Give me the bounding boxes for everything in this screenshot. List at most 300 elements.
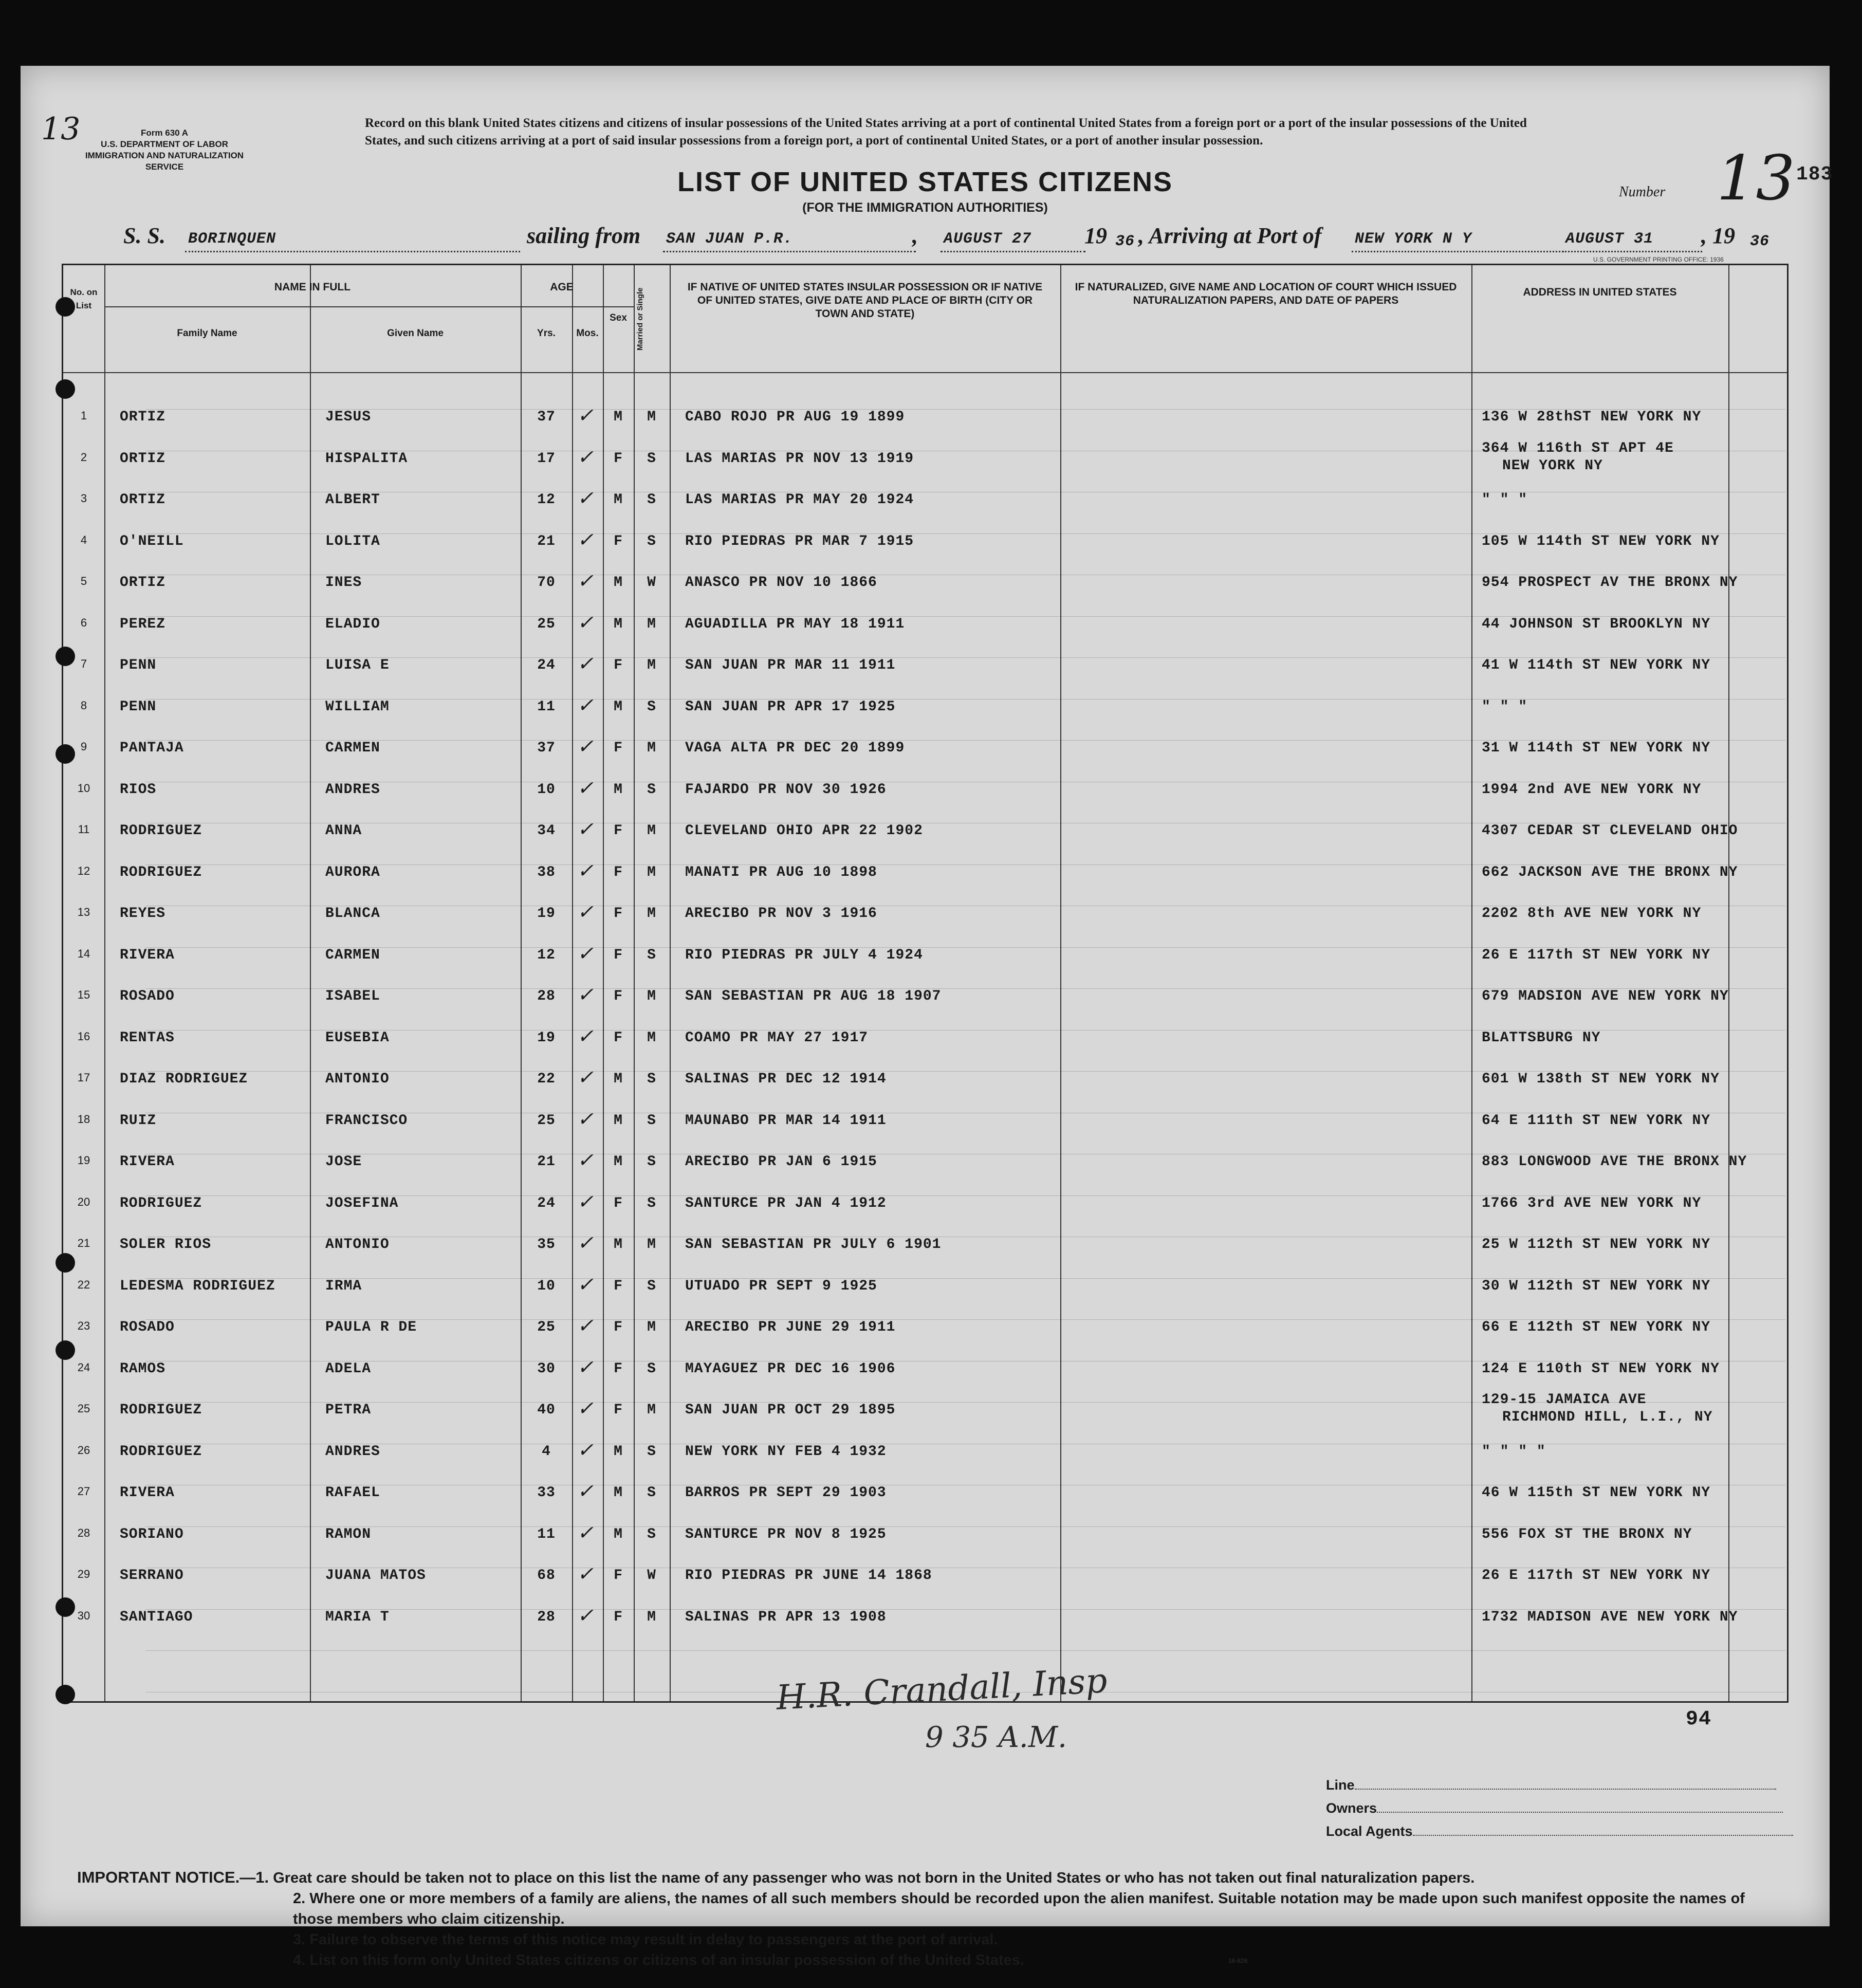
cell-sex: F [614, 1195, 623, 1211]
cell-given: ISABEL [325, 988, 380, 1004]
cell-sex: F [614, 906, 623, 922]
cell-address: 136 W 28thST NEW YORK NY [1482, 409, 1702, 425]
header-sex: Sex [610, 312, 627, 323]
cell-given: FRANCISCO [325, 1112, 408, 1129]
header-family-name: Family Name [177, 328, 237, 339]
cell-given: CARMEN [325, 740, 380, 756]
age-check-mark: ✓ [577, 900, 594, 923]
cell-yrs: 10 [537, 781, 556, 798]
manifest-sheet: 13 Form 630 A U.S. DEPARTMENT OF LABOR IMMIGRATION AND NATURALIZATION SERVICE Record on this blank United States citizens and citizens of insular possessions of the United States arriving at a port of continental United States from a foreign port or a port of the insular possessions of the United States, and such citizens arriving at a port of said insular possessions from a foreign port, a port of continental United States, or a port of another insular possession. Number 13 183 LIST OF UNITED STATES CITIZENS (FOR THE IMMIGRATION AUTHORITIES) S. S. BORINQUEN sailing from SAN JUAN P.R. , AUGUST 27 19 36 , Arriving at Port of NEW YORK N Y AUGUST 31 , 19 36 U.S. GOVERNMENT PRINTING OFFICE: 1936 No. on List NAME IN FULL Family Name Given Name AGE Yrs. Mos. Sex Married or Single IF NATIVE OF UNITED STATES INSULAR POSSESSION OR IF NATIVE OF UNITED STATES, GIVE DATE AND PLACE OF BIRTH (CITY OR TOWN AND STATE) IF NATURALIZED, GIVE NAME AND LOCATION OF COURT WHICH ISSUED NATURALIZATION PAPERS, AND DATE OF PAPERS ADDRESS IN UNITED STATES 1 ORTIZ JESUS 37 M M CABO ROJO PR AUG 19 1899 136 W 28thST NEW YORK NY ✓ 2 ORTIZ HISPALITA 17 F S LAS MARIAS PR NOV 13 1919 364 W 116th ST APT 4E ✓ NEW YORK NY 3 ORTIZ ALBERT 12 M S LAS MARIAS PR MAY 20 1924 " " " ✓ 4 O'NEILL LOLITA 21 F S RIO PIEDRAS PR MAR 7 1915 105 W 114th ST NEW YORK NY ✓ 5 ORTIZ INES 70 M W ANASCO PR NOV 10 1866 954 PROSPECT AV THE BRONX NY ✓ 6 PEREZ ELADIO 25 M M AGUADILLA PR MAY 18 1911 44 JOHNSON ST BROOKLYN NY ✓ 7 PENN LUISA E 24 F M SAN JUAN PR MAR 11 1911 41 W 114th ST NEW YORK NY ✓ 8 PENN WILLIAM 11 M S SAN JUAN PR APR 17 1925 " " " ✓ 9 PANTAJA CARMEN 37 F M VAGA ALTA PR DEC 20 1899 31 W 114th ST NEW YORK NY ✓ 10 RIOS ANDRES 10 M S FAJARDO PR NOV 30 1926 1994 2nd AVE NEW YORK NY ✓ 11 RODRIGUEZ ANNA 34 F M CLEVELAND OHIO APR 22 1902 4307 CEDAR ST CLEVELAND OHIO ✓ 12 RODRIGUEZ AURORA 38 F M MANATI PR AUG 10 1898 662 JACKSON AVE THE BRONX NY ✓ 13 REYES BLANCA 19 F M ARECIBO PR NOV 3 1916 2202 8th AVE NEW YORK NY ✓ 14 RIVERA CARMEN 12 F S RIO PIEDRAS PR JULY 4 1924 26 E 117th ST NEW YORK NY ✓ 15 ROSADO ISABEL 28 F M SAN SEBASTIAN PR AUG 18 1907 679 MADSION AVE NEW YORK NY ✓ 16 RENTAS EUSEBIA 19 F M COAMO PR MAY 27 1917 BLATTSBURG NY ✓ 17 DIAZ RODRIGUEZ ANTONIO 22 M S SALINAS PR DEC 12 1914 601 W 138th ST NEW YORK NY ✓ 18 RUIZ FRANCISCO 25 M S MAUNABO PR MAR 14 1911 64 E 111th ST NEW YORK NY ✓ 19 RIVERA JOSE 21 M S ARECIBO PR JAN 6 1915 883 LONGWOOD AVE THE BRONX NY ✓ 20 RODRIGUEZ JOSEFINA 24 F S SANTURCE PR JAN 4 1912 1766 3rd AVE NEW YORK NY ✓ 21 SOLER RIOS ANTONIO 35 M M SAN SEBASTIAN PR JULY 6 1901 25 W 112th ST NEW YORK NY ✓ 22 LEDESMA RODRIGUEZ IRMA 10 F S UTUADO PR SEPT 9 1925 30 W 112th ST NEW YORK NY ✓ 23 ROSADO PAULA R DE 25 F M ARECIBO PR JUNE 29 1911 66 E 112th ST NEW YORK NY ✓ 24 RAMOS ADELA 30 F S MAYAGUEZ PR DEC 16 1906 124 E 110th ST NEW YORK NY ✓ 25 RODRIGUEZ PETRA 40 F M SAN JUAN PR OCT 29 1895 129-15 JAMAICA AVE ✓ RICHMOND HILL, L.I., NY 26 RODRIGUEZ ANDRES 4 M S NEW YORK NY FEB 4 1932 " " " " ✓ 27 RIVERA RAFAEL 33 M S BARROS PR SEPT 29 1903 46 W 115th ST NEW YORK NY ✓ 28 SORIANO RAMON 11 M S SANTURCE PR NOV 8 1925 556 FOX ST THE BRONX NY ✓ 29 SERRANO JUANA MATOS 68 F W RIO PIEDRAS PR JUNE 14 1868 26 E 117th ST NEW YORK NY ✓ 30 SANTIAGO MARIA T 28 F M SALINAS PR APR 13 1908 1732 MADISON AVE NEW YORK NY ✓ H.R. Crandall, Insp 9 35 A.M. 94 Line Owners Local Agents IMPORTANT NOTICE.—1. Great care should be taken not to place on this list the name of any passenger who was not born in the United States or who has not taken out final naturalization papers. 2. Where one or more members of a family are aliens, the names of all such members should be recorded upon the alien manifest. Suitable notation may be made upon such manifest opposite the names of those members who claim citizenship. 3. Failure to observe the terms of this notice may result in delay to passengers at the port of arrival. 4. List on this form only United States citizens or citizens of an insular possession of the United States. 16-826 [21, 66, 1830, 1926]
cell-ms: S [647, 1278, 656, 1294]
cell-given: ANNA [325, 823, 362, 839]
table-row [63, 1392, 1790, 1433]
cell-sex: F [614, 1278, 623, 1294]
cell-no: 7 [80, 657, 87, 670]
cell-yrs: 4 [542, 1443, 551, 1460]
cell-birth: FAJARDO PR NOV 30 1926 [685, 781, 887, 798]
cell-family: RIVERA [120, 1154, 175, 1170]
cell-birth: BARROS PR SEPT 29 1903 [685, 1485, 887, 1501]
cell-family: RAMOS [120, 1360, 166, 1377]
cell-address: 66 E 112th ST NEW YORK NY [1482, 1319, 1711, 1335]
cell-no: 15 [77, 988, 90, 1001]
table-row [63, 937, 1790, 978]
cell-address: 124 E 110th ST NEW YORK NY [1482, 1360, 1720, 1377]
cell-family: RODRIGUEZ [120, 1402, 202, 1418]
cell-birth: ARECIBO PR NOV 3 1916 [685, 906, 877, 922]
cell-sex: M [614, 1112, 623, 1129]
binder-hole [56, 647, 75, 666]
cell-yrs: 37 [537, 409, 556, 425]
cell-family: O'NEILL [120, 533, 184, 549]
cell-address: " " " [1482, 492, 1528, 508]
cell-birth: NEW YORK NY FEB 4 1932 [685, 1443, 887, 1460]
cell-given: ADELA [325, 1360, 372, 1377]
ss-label: S. S. [123, 223, 165, 248]
cell-birth: SALINAS PR DEC 12 1914 [685, 1071, 887, 1087]
cell-given: BLANCA [325, 906, 380, 922]
cell-ms: S [647, 1154, 656, 1170]
cell-birth: SAN SEBASTIAN PR AUG 18 1907 [685, 988, 942, 1004]
cell-address: 46 W 115th ST NEW YORK NY [1482, 1485, 1711, 1501]
cell-ms: S [647, 1485, 656, 1501]
cell-ms: W [647, 1568, 656, 1584]
table-row [63, 440, 1790, 482]
cell-sex: M [614, 1071, 623, 1087]
cell-yrs: 10 [537, 1278, 556, 1294]
cell-no: 18 [77, 1112, 90, 1126]
table-row [63, 978, 1790, 1019]
cell-address: 31 W 114th ST NEW YORK NY [1482, 740, 1711, 756]
age-check-mark: ✓ [577, 1066, 594, 1089]
cell-sex: M [614, 1154, 623, 1170]
cell-birth: ARECIBO PR JUNE 29 1911 [685, 1319, 896, 1335]
age-check-mark: ✓ [577, 445, 594, 468]
table-row [63, 813, 1790, 854]
cell-birth: SALINAS PR APR 13 1908 [685, 1609, 887, 1625]
cell-given: RAFAEL [325, 1485, 380, 1501]
cell-given: JUANA MATOS [325, 1568, 426, 1584]
local-agents-label: Local Agents [1326, 1824, 1793, 1839]
binder-hole [56, 379, 75, 399]
departure-date: AUGUST 27 [941, 230, 1085, 252]
cell-birth: MAYAGUEZ PR DEC 16 1906 [685, 1360, 896, 1377]
cell-no: 8 [80, 698, 87, 712]
cell-yrs: 22 [537, 1071, 556, 1087]
cell-yrs: 68 [537, 1568, 556, 1584]
cell-address: 954 PROSPECT AV THE BRONX NY [1482, 575, 1738, 591]
cell-sex: F [614, 1568, 623, 1584]
header-address: ADDRESS IN UNITED STATES [1523, 286, 1677, 298]
cell-yrs: 11 [537, 1526, 556, 1542]
table-row [63, 895, 1790, 936]
age-check-mark: ✓ [577, 776, 594, 799]
cell-no: 19 [77, 1154, 90, 1167]
form-instructions: Record on this blank United States citizens and citizens of insular possessions of the United States arriving at a port of continental United States from a foreign port or a port of the insular possessions of the United States, and such citizens arriving at a port of said insular possessions from a foreign port, a port of continental United States, or a port of another insular possession. [365, 116, 1527, 148]
cell-given: LUISA E [325, 657, 390, 673]
cell-ms: S [647, 698, 656, 715]
cell-address-line2: NEW YORK NY [1502, 457, 1603, 474]
cell-ms: M [647, 1237, 656, 1253]
cell-ms: W [647, 575, 656, 591]
table-row [63, 1185, 1790, 1226]
cell-address: 679 MADSION AVE NEW YORK NY [1482, 988, 1729, 1004]
binder-hole [56, 1340, 75, 1360]
cell-sex: M [614, 1443, 623, 1460]
page-subtitle: (FOR THE IMMIGRATION AUTHORITIES) [802, 200, 1048, 215]
cell-yrs: 11 [537, 698, 556, 715]
cell-address: 26 E 117th ST NEW YORK NY [1482, 1568, 1711, 1584]
age-check-mark: ✓ [577, 1438, 594, 1461]
binder-hole [56, 1597, 75, 1617]
table-row [63, 1475, 1790, 1516]
cell-family: RIOS [120, 781, 157, 798]
cell-no: 28 [77, 1526, 90, 1539]
arrival-port: NEW YORK N Y [1352, 230, 1563, 252]
notice-lead: IMPORTANT NOTICE.—1. [77, 1868, 269, 1886]
cell-yrs: 28 [537, 988, 556, 1004]
cell-address: 44 JOHNSON ST BROOKLYN NY [1482, 616, 1711, 632]
header-no: No. on List [70, 287, 98, 310]
cell-yrs: 24 [537, 1195, 556, 1211]
cell-address: 1994 2nd AVE NEW YORK NY [1482, 781, 1702, 798]
cell-family: ORTIZ [120, 409, 166, 425]
cell-address: 883 LONGWOOD AVE THE BRONX NY [1482, 1154, 1747, 1170]
cell-yrs: 12 [537, 492, 556, 508]
cell-sex: F [614, 450, 623, 467]
cell-family: ROSADO [120, 988, 175, 1004]
cell-family: RIVERA [120, 1485, 175, 1501]
cell-yrs: 17 [537, 450, 556, 467]
cell-yrs: 24 [537, 657, 556, 673]
cell-given: CARMEN [325, 947, 380, 963]
notice-item-2: 2. Where one or more members of a family are aliens, the names of all such members should be recorded upon the alien manifest. Suitable notation may be made upon such manifest opposite the names of those members who claim citizenship. [293, 1890, 1745, 1927]
cell-sex: M [614, 698, 623, 715]
cell-yrs: 12 [537, 947, 556, 963]
arrival-year: 36 [1750, 233, 1770, 250]
cell-family: SANTIAGO [120, 1609, 193, 1625]
cell-address: 662 JACKSON AVE THE BRONX NY [1482, 864, 1738, 880]
age-check-mark: ✓ [577, 652, 594, 675]
table-row [63, 1144, 1790, 1185]
cell-sex: F [614, 533, 623, 549]
cell-family: LEDESMA RODRIGUEZ [120, 1278, 275, 1294]
header-birth: IF NATIVE OF UNITED STATES INSULAR POSSESSION OR IF NATIVE OF UNITED STATES, GIVE DATE AND PLACE OF BIRTH (CITY OR TOWN AND STATE) [687, 281, 1043, 320]
cell-ms: S [647, 947, 656, 963]
cell-sex: F [614, 1029, 623, 1046]
cell-family: SERRANO [120, 1568, 184, 1584]
pencil-page-mark: 13 [41, 111, 81, 147]
cell-given: ELADIO [325, 616, 380, 632]
cell-address: " " " [1482, 698, 1528, 715]
cell-ms: M [647, 657, 656, 673]
cell-family: ORTIZ [120, 575, 166, 591]
arriving-label: , Arriving at Port of [1138, 223, 1322, 248]
cell-address: 41 W 114th ST NEW YORK NY [1482, 657, 1711, 673]
cell-family: ORTIZ [120, 450, 166, 467]
cell-yrs: 21 [537, 533, 556, 549]
cell-sex: F [614, 864, 623, 880]
table-row [63, 606, 1790, 647]
age-check-mark: ✓ [577, 611, 594, 634]
cell-address: 601 W 138th ST NEW YORK NY [1482, 1071, 1720, 1087]
cell-family: PENN [120, 698, 157, 715]
cell-no: 29 [77, 1568, 90, 1580]
cell-yrs: 28 [537, 1609, 556, 1625]
cell-given: INES [325, 575, 362, 591]
cell-given: JOSEFINA [325, 1195, 399, 1211]
cell-birth: LAS MARIAS PR MAY 20 1924 [685, 492, 914, 508]
cell-address: 1732 MADISON AVE NEW YORK NY [1482, 1609, 1738, 1625]
table-row [63, 1020, 1790, 1061]
cell-family: SORIANO [120, 1526, 184, 1542]
cell-ms: M [647, 864, 656, 880]
sailing-from-label: sailing from [527, 223, 641, 248]
header-age: AGE [550, 281, 574, 293]
cell-ms: M [647, 1029, 656, 1046]
departure-port: SAN JUAN P.R. [663, 230, 916, 252]
table-row [63, 482, 1790, 523]
cell-no: 1 [80, 409, 87, 422]
cell-address: 4307 CEDAR ST CLEVELAND OHIO [1482, 823, 1738, 839]
age-check-mark: ✓ [577, 818, 594, 840]
header-age-yrs: Yrs. [537, 328, 556, 339]
cell-ms: S [647, 1526, 656, 1542]
cell-given: ANDRES [325, 1443, 380, 1460]
table-row [63, 1599, 1790, 1640]
age-check-mark: ✓ [577, 1480, 594, 1502]
cell-family: RODRIGUEZ [120, 864, 202, 880]
ship-name: BORINQUEN [185, 230, 520, 252]
cell-family: PENN [120, 657, 157, 673]
age-check-mark: ✓ [577, 1231, 594, 1254]
cell-no: 21 [77, 1237, 90, 1249]
cell-no: 20 [77, 1195, 90, 1208]
cell-address: 129-15 JAMAICA AVE [1482, 1392, 1647, 1408]
cell-family: PANTAJA [120, 740, 184, 756]
header-naturalized: IF NATURALIZED, GIVE NAME AND LOCATION OF COURT WHICH ISSUED NATURALIZATION PAPERS, AND DATE OF PAPERS [1075, 281, 1457, 306]
inspection-time: 9 35 A.M. [925, 1721, 1067, 1754]
cell-given: JESUS [325, 409, 372, 425]
cell-given: RAMON [325, 1526, 372, 1542]
cell-no: 17 [77, 1071, 90, 1084]
cell-yrs: 34 [537, 823, 556, 839]
cell-address: 556 FOX ST THE BRONX NY [1482, 1526, 1692, 1542]
binder-hole [56, 744, 75, 764]
header-given-name: Given Name [387, 328, 444, 339]
cell-yrs: 19 [537, 906, 556, 922]
cell-address: 1766 3rd AVE NEW YORK NY [1482, 1195, 1702, 1211]
cell-no: 22 [77, 1278, 90, 1291]
age-check-mark: ✓ [577, 1149, 594, 1171]
cell-no: 23 [77, 1319, 90, 1332]
age-check-mark: ✓ [577, 1314, 594, 1337]
binder-hole [56, 1253, 75, 1273]
cell-sex: F [614, 1360, 623, 1377]
cell-birth: AGUADILLA PR MAY 18 1911 [685, 616, 905, 632]
cell-address-line2: RICHMOND HILL, L.I., NY [1502, 1409, 1713, 1425]
cell-birth: MANATI PR AUG 10 1898 [685, 864, 877, 880]
table-row [63, 1268, 1790, 1309]
cell-ms: S [647, 533, 656, 549]
cell-address: " " " " [1482, 1443, 1546, 1460]
cell-no: 6 [80, 616, 87, 629]
cell-birth: UTUADO PR SEPT 9 1925 [685, 1278, 877, 1294]
cell-address: 30 W 112th ST NEW YORK NY [1482, 1278, 1711, 1294]
notice-item-4: 4. List on this form only United States citizens or citizens of an insular possession of the United States. [293, 1952, 1024, 1968]
cell-birth: SANTURCE PR NOV 8 1925 [685, 1526, 887, 1542]
passenger-count: 94 [1686, 1708, 1712, 1731]
binder-hole [56, 1685, 75, 1704]
cell-sex: F [614, 988, 623, 1004]
header-marital-status: Married or Single [636, 287, 644, 351]
cell-no: 9 [80, 740, 87, 753]
age-check-mark: ✓ [577, 528, 594, 551]
cell-no: 26 [77, 1443, 90, 1457]
cell-given: LOLITA [325, 533, 380, 549]
service-name: IMMIGRATION AND NATURALIZATION SERVICE [85, 151, 244, 172]
cell-family: RODRIGUEZ [120, 823, 202, 839]
cell-yrs: 70 [537, 575, 556, 591]
passenger-table [62, 264, 1789, 1703]
cell-no: 14 [77, 947, 90, 960]
arrival-date: AUGUST 31 [1562, 230, 1702, 252]
cell-birth: SANTURCE PR JAN 4 1912 [685, 1195, 887, 1211]
cell-yrs: 21 [537, 1154, 556, 1170]
cell-no: 3 [80, 492, 87, 505]
cell-birth: LAS MARIAS PR NOV 13 1919 [685, 450, 914, 467]
cell-ms: S [647, 450, 656, 467]
page-title: LIST OF UNITED STATES CITIZENS [677, 167, 1173, 197]
list-number: 13 [1717, 143, 1795, 214]
cell-sex: F [614, 657, 623, 673]
cell-no: 10 [77, 781, 90, 795]
notice-item-1: Great care should be taken not to place on this list the name of any passenger who was not born in the United States or who has not taken out final naturalization papers. [273, 1870, 1475, 1886]
cell-family: SOLER RIOS [120, 1237, 212, 1253]
cell-family: REYES [120, 906, 166, 922]
number-label: Number [1619, 184, 1666, 200]
cell-yrs: 37 [537, 740, 556, 756]
cell-ms: M [647, 409, 656, 425]
age-check-mark: ✓ [577, 1355, 594, 1378]
cell-sex: F [614, 1319, 623, 1335]
cell-family: RODRIGUEZ [120, 1195, 202, 1211]
cell-yrs: 33 [537, 1485, 556, 1501]
cell-given: ANTONIO [325, 1237, 390, 1253]
cell-no: 27 [77, 1485, 90, 1498]
age-check-mark: ✓ [577, 1604, 594, 1627]
cell-no: 24 [77, 1360, 90, 1374]
age-check-mark: ✓ [577, 1190, 594, 1213]
table-row [63, 730, 1790, 771]
cell-ms: S [647, 1195, 656, 1211]
cell-sex: F [614, 1609, 623, 1625]
cell-given: AURORA [325, 864, 380, 880]
cell-birth: VAGA ALTA PR DEC 20 1899 [685, 740, 905, 756]
cell-family: DIAZ RODRIGUEZ [120, 1071, 248, 1087]
age-check-mark: ✓ [577, 1107, 594, 1130]
cell-given: HISPALITA [325, 450, 408, 467]
cell-sex: M [614, 575, 623, 591]
cell-birth: SAN JUAN PR MAR 11 1911 [685, 657, 896, 673]
cell-sex: F [614, 740, 623, 756]
age-check-mark: ✓ [577, 1521, 594, 1544]
department-name: U.S. DEPARTMENT OF LABOR [100, 139, 229, 149]
cell-family: PEREZ [120, 616, 166, 632]
cell-sex: M [614, 1485, 623, 1501]
cell-sex: M [614, 1526, 623, 1542]
important-notice [77, 1867, 1773, 1971]
age-check-mark: ✓ [577, 487, 594, 509]
age-check-mark: ✓ [577, 1562, 594, 1585]
cell-no: 12 [77, 864, 90, 877]
age-check-mark: ✓ [577, 693, 594, 716]
cell-birth: MAUNABO PR MAR 14 1911 [685, 1112, 887, 1129]
cell-family: ORTIZ [120, 492, 166, 508]
cell-yrs: 25 [537, 1112, 556, 1129]
cell-ms: M [647, 906, 656, 922]
cell-ms: M [647, 1609, 656, 1625]
cell-yrs: 30 [537, 1360, 556, 1377]
form-code: 16-826 [1228, 1957, 1248, 1964]
cell-sex: F [614, 947, 623, 963]
table-row [63, 1557, 1790, 1598]
cell-birth: SAN JUAN PR APR 17 1925 [685, 698, 896, 715]
cell-ms: S [647, 1071, 656, 1087]
printing-office-note: U.S. GOVERNMENT PRINTING OFFICE: 1936 [1593, 256, 1724, 263]
cell-birth: ARECIBO PR JAN 6 1915 [685, 1154, 877, 1170]
cell-ms: S [647, 1360, 656, 1377]
line-label: Line [1326, 1777, 1776, 1793]
cell-ms: M [647, 1402, 656, 1418]
cell-birth: CLEVELAND OHIO APR 22 1902 [685, 823, 923, 839]
age-check-mark: ✓ [577, 1273, 594, 1296]
table-row [63, 1433, 1790, 1475]
cell-given: EUSEBIA [325, 1029, 390, 1046]
cell-no: 11 [78, 823, 90, 836]
cell-ms: M [647, 616, 656, 632]
inspector-signature: H.R. Crandall, Insp [775, 1661, 1109, 1718]
cell-birth: CABO ROJO PR AUG 19 1899 [685, 409, 905, 425]
cell-yrs: 40 [537, 1402, 556, 1418]
cell-birth: RIO PIEDRAS PR MAR 7 1915 [685, 533, 914, 549]
cell-address: BLATTSBURG NY [1482, 1029, 1601, 1046]
table-row [63, 1309, 1790, 1350]
cell-sex: M [614, 409, 623, 425]
cell-yrs: 25 [537, 1319, 556, 1335]
cell-sex: F [614, 1402, 623, 1418]
cell-birth: COAMO PR MAY 27 1917 [685, 1029, 869, 1046]
cell-given: IRMA [325, 1278, 362, 1294]
cell-ms: S [647, 492, 656, 508]
form-number: Form 630 A [141, 128, 188, 138]
cell-ms: M [647, 823, 656, 839]
table-row [63, 1102, 1790, 1144]
cell-birth: SAN JUAN PR OCT 29 1895 [685, 1402, 896, 1418]
header-name-in-full: NAME IN FULL [274, 281, 351, 293]
arrival-year-prefix: 19 [1712, 223, 1735, 248]
cell-address: 2202 8th AVE NEW YORK NY [1482, 906, 1702, 922]
age-check-mark: ✓ [577, 569, 594, 592]
cell-no: 30 [77, 1609, 90, 1622]
table-row [63, 1516, 1790, 1557]
owners-label: Owners [1326, 1800, 1783, 1816]
cell-ms: S [647, 781, 656, 798]
page-stamp-number: 183 [1796, 163, 1833, 186]
age-check-mark: ✓ [577, 859, 594, 882]
cell-no: 25 [77, 1402, 90, 1415]
cell-no: 2 [80, 450, 87, 464]
cell-given: ANDRES [325, 781, 380, 798]
